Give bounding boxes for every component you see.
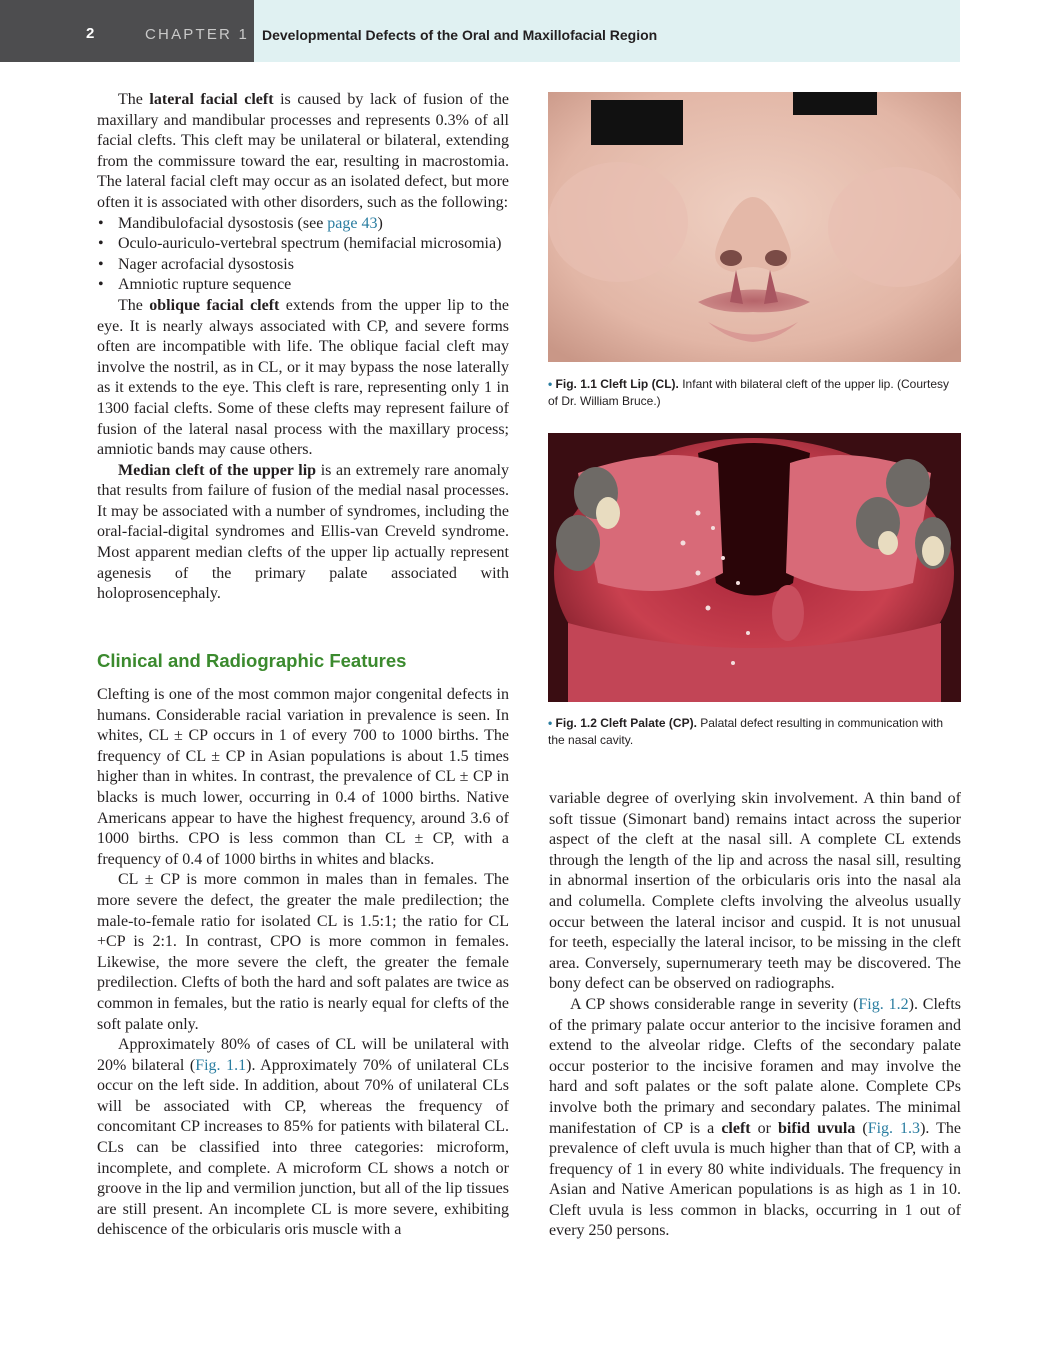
figure-label: Fig. 1.1 xyxy=(555,377,597,391)
figure-label: Fig. 1.2 xyxy=(555,716,597,730)
right-column-text xyxy=(549,789,961,1242)
caption-bullet: • xyxy=(548,377,556,391)
left-column-bottom xyxy=(97,685,509,1241)
list-item: • Amniotic rupture sequence xyxy=(97,275,509,296)
cleft-palate-image xyxy=(548,433,961,702)
list-item: • Oculo-auriculo-vertebral spectrum (hemifacial microsomia) xyxy=(97,234,509,255)
figure-link[interactable]: Fig. 1.3 xyxy=(867,1119,921,1137)
paragraph-lateral-cleft: The lateral facial cleft is caused by lack of fusion of the maxillary and mandibular processes and represents 0.3% of all facial clefts. This cleft may be unilateral or bilateral, extending from the commissure toward the ear, resulting in macrostomia. The lateral facial cleft may occur as an isolated defect, but more often it is associated with other disorders, such as the following: xyxy=(97,91,509,211)
chapter-title: Developmental Defects of the Oral and Maxillofacial Region xyxy=(262,27,658,43)
left-column-top xyxy=(97,90,509,605)
running-header xyxy=(254,0,960,62)
paragraph-cleft-lip-continued: variable degree of overlying skin involvement. A thin band of soft tissue (Simonart band) remains intact across the superior aspect of the cleft at the nasal sill. A complete CL extends through the length of the lip and across the nasal sill, resulting in abnormal insertion of the orbicularis oris into the nasal ala and columella. Complete clefts involving the alveolus usually occur between the lateral incisor and cuspid. It is not unusual for teeth, especially the lateral incisor, to be missing in the cleft area. Conversely, supernumerary teeth may be discovered. The bony defect can be observed on radiographs. xyxy=(549,790,961,993)
paragraph-sex-ratio: CL ± CP is more common in males than in females. The more severe the defect, the greater the male predilection; the male-to-female ratio for isolated CL is 1.5:1; the ratio for CL +CP is 2:1. In contrast, CPO is more common in females. Likewise, the more severe the cleft, the greater the female predilection. Clefts of both the hard and soft palates are twice as common in females, but the ratio is nearly equal for clefts of the soft palate only. xyxy=(97,871,509,1033)
paragraph-unilateral: Approximately 80% of cases of CL will be unilateral with 20% bilateral (Fig. 1.1). Approximately 70% of unilateral CLs occur on the left side. In addition, about 70% of unilateral CLs will be associated with CP, whereas the frequency of concomitant CP increases to 85% for patients with bilateral CL. CLs can be classified into three categories: microform, incomplete, and complete. A microform CL shows a notch or groove in the lip and vermilion junction, but all of the lip tissues are still present. An incomplete CL is more severe, exhibiting dehiscence of the orbicularis oris muscle with a xyxy=(97,1036,510,1239)
figure-1-1-caption: • Fig. 1.1 Cleft Lip (CL). Infant with bilateral cleft of the upper lip. (Courtesy of Dr. William Bruce.) xyxy=(548,377,950,408)
list-item: • Nager acrofacial dysostosis xyxy=(97,255,509,276)
figure-title: Cleft Palate (CP). xyxy=(600,716,697,730)
figure-link[interactable]: Fig. 1.2 xyxy=(858,995,909,1013)
section-heading: Clinical and Radiographic Features xyxy=(97,650,407,671)
syndrome-list xyxy=(97,214,509,296)
page-number: 2 xyxy=(86,25,95,42)
paragraph-median-cleft: Median cleft of the upper lip is an extremely rare anomaly that results from failure of fusion of the medial nasal processes. It may be associated with a number of syndromes, including the oral-facial-digital syndromes and Ellis-van Creveld syndrome. Most apparent median clefts of the upper lip actually represent agenesis of the primary palate associated with holoprosencephaly. xyxy=(97,461,509,603)
cleft-lip-image xyxy=(548,92,961,362)
chapter-label: CHAPTER 1 xyxy=(145,26,249,43)
page-header-tab xyxy=(0,0,254,62)
caption-bullet: • xyxy=(548,716,556,730)
paragraph-cleft-palate: A CP shows considerable range in severity (Fig. 1.2). Clefts of the primary palate occur anterior to the incisive foramen and extend to the alveolar ridge. Clefts of the secondary palate occur posterior to the incisive foramen and may involve the hard and soft palates or the soft palate alone. Complete CPs involve both the primary and secondary palates. The minimal manifestation of CP is a cleft or bifid uvula (Fig. 1.3). The prevalence of cleft uvula is much higher than that of CP, with a frequency of 1 in every 80 white individuals. The frequency in Asian and Native American populations is as high as 1 in 10. Cleft uvula is less common in blacks, occurring in 1 out of every 250 persons. xyxy=(549,995,962,1240)
figure-title: Cleft Lip (CL). xyxy=(600,377,679,391)
paragraph-prevalence: Clefting is one of the most common major congenital defects in humans. Considerable racial variation in prevalence is seen. In whites, CL ± CP occurs in 1 of every 700 to 1000 births. The frequency of CL ± CP in Asian populations is about 1.5 times higher than in whites. In contrast, the prevalence of CL ± CP in blacks is much lower, occurring in 0.4 of 1000 births. Native Americans appear to have the highest frequency, around 3.6 of 1000 births. CPO is less common than CL ± CP, with a frequency of 0.4 of 1000 births in whites and blacks. xyxy=(97,686,509,868)
figure-link[interactable]: Fig. 1.1 xyxy=(195,1056,247,1074)
figure-cleft-palate-photo xyxy=(548,433,961,702)
paragraph-oblique-cleft: The oblique facial cleft extends from the upper lip to the eye. It is nearly always associated with CP, and severe forms often are incompatible with life. The oblique facial cleft may involve the nostril, as in CL, or it may bypass the nose laterally as it extends to the eye. This cleft is rare, representing only 1 in 1300 facial clefts. Some of these clefts may represent failure of fusion of the lateral nasal process with the maxillary process; amniotic bands may cause others. xyxy=(97,296,510,459)
figure-cleft-lip-photo xyxy=(548,92,961,362)
figure-1-2-caption: • Fig. 1.2 Cleft Palate (CP). Palatal defect resulting in communication with the nasal cavity. xyxy=(548,716,944,747)
page-link[interactable]: page 43 xyxy=(327,214,378,232)
list-item: • Mandibulofacial dysostosis (see page 43) xyxy=(97,214,509,235)
